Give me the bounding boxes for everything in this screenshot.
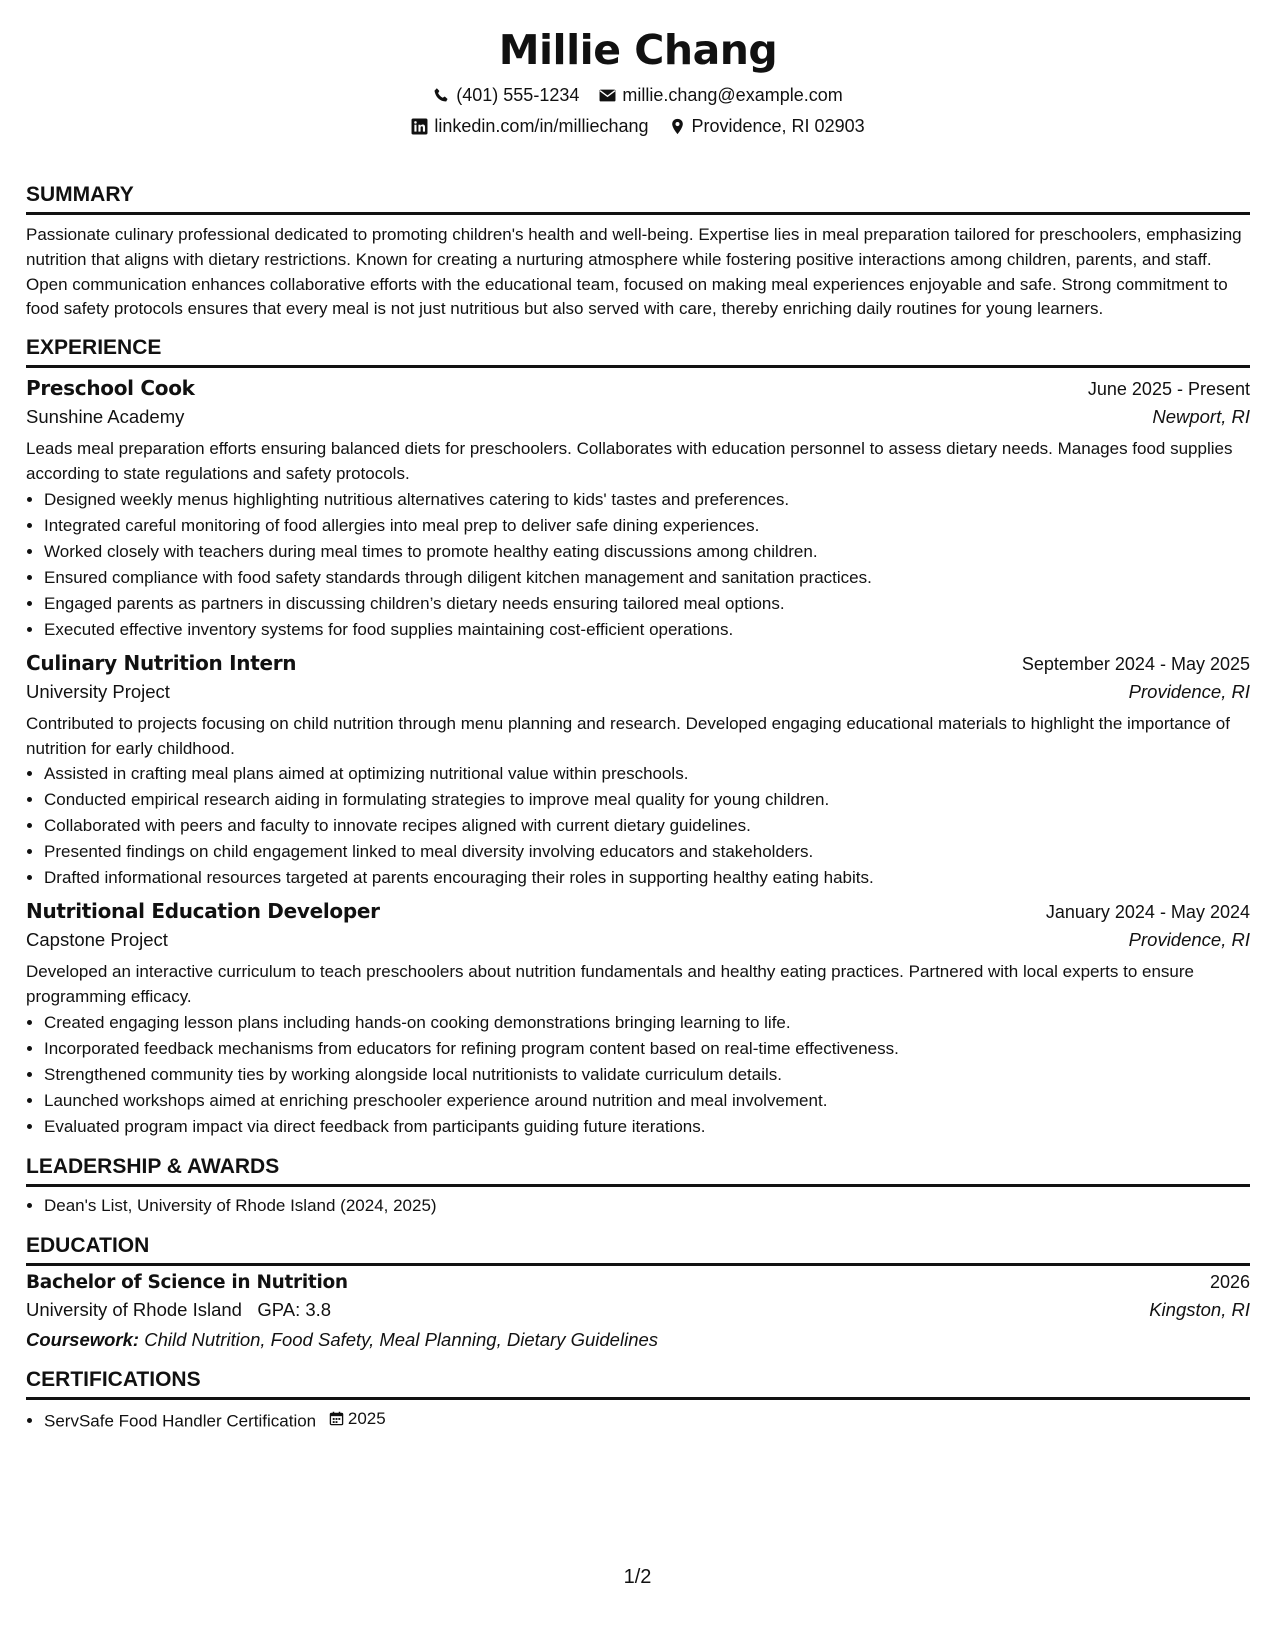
list-item [44,1406,1250,1435]
entry-subheader [26,929,1250,951]
job-bullets [26,761,1250,891]
certification-year: 2025 [347,1408,386,1428]
phone-contact[interactable] [433,84,579,106]
list-item: • Conducted empirical research aiding in formulating strategies to improve meal quality for young children. [44,787,1250,813]
job-organization: University Project [26,680,170,702]
page-number: 1/2 [623,1566,652,1588]
education-heading: EDUCATION [26,1233,1250,1266]
list-item: • Collaborated with peers and faculty to innovate recipes aligned with current dietary guidelines. [44,813,1250,839]
list-item: • Worked closely with teachers during meal times to promote healthy eating discussions among children. [44,539,1250,565]
certifications-list [26,1406,1250,1435]
entry-header [26,899,1250,923]
list-item: • Launched workshops aimed at enriching preschooler experience around nutrition and meal involvement. [44,1088,1250,1114]
certifications-heading: CERTIFICATIONS [26,1367,1250,1400]
school-name: University of Rhode Island [26,1298,242,1320]
list-item: • Integrated careful monitoring of food allergies into meal prep to deliver safe dining experiences. [44,513,1250,539]
list-item: • Created engaging lesson plans including hands-on cooking demonstrations bringing learning to life. [44,1010,1250,1036]
entry-subheader [26,1299,1250,1321]
resume-page [26,0,1250,1434]
location-contact [669,115,865,137]
certification-date [329,1406,386,1432]
degree-title: Bachelor of Science in Nutrition [26,1271,348,1293]
gpa: GPA: 3.8 [257,1298,332,1320]
list-item: • Executed effective inventory systems for food supplies maintaining cost-efficient operations. [44,617,1250,643]
location-text: Providence, RI 02903 [691,116,865,136]
entry-header [26,651,1250,675]
job-dates: September 2024 - May 2025 [1021,653,1250,674]
entry-header [26,376,1250,400]
contact-row-2 [26,115,1250,137]
list-item: • Dean's List, University of Rhode Island (2024, 2025) [44,1193,1250,1219]
list-item: • Ensured compliance with food safety standards through diligent kitchen management and sanitation practices. [44,565,1250,591]
leadership-list [26,1193,1250,1219]
calendar-icon [329,1411,344,1426]
job-location: Providence, RI [1128,929,1250,951]
list-item: • Drafted informational resources targeted at parents encouraging their roles in supporting healthy eating habits. [44,865,1250,891]
entry-header [26,1272,1250,1293]
job-description: Leads meal preparation efforts ensuring balanced diets for preschoolers. Collaborates with education personnel to assess dietary needs. Manages food supplies according to state regulations and safety protocols. [26,439,1233,483]
coursework-label: Coursework: [26,1328,140,1350]
job-organization: Sunshine Academy [26,406,185,428]
summary-heading: SUMMARY [26,182,1250,215]
coursework [26,1329,1250,1351]
coursework-list: Child Nutrition, Food Safety, Meal Planning, Dietary Guidelines [144,1328,659,1350]
map-pin-icon [669,118,686,135]
leadership-heading: LEADERSHIP & AWARDS [26,1154,1250,1187]
job-location: Providence, RI [1128,680,1250,702]
experience-entry-2 [26,651,1250,892]
school-info [26,1299,331,1321]
job-title: Culinary Nutrition Intern [26,650,297,675]
experience-entry-1 [26,376,1250,643]
linkedin-icon [411,118,428,135]
linkedin-url: linkedin.com/in/milliechang [434,116,649,136]
list-item: • Presented findings on child engagement linked to meal diversity involving educators and stakeholders. [44,839,1250,865]
contact-row-1 [26,84,1250,106]
job-description: Contributed to projects focusing on child nutrition through menu planning and research. Developed engaging educational materials to highlight the importance of nutrition for early childhood. [26,713,1230,758]
summary-text: Passionate culinary professional dedicated to promoting children's health and well-being. Expertise lies in meal preparation tailored for preschoolers, emphasizing nutrition that aligns with dietary restrictions. Known for creating a nurturing atmosphere while fostering positive interactions among children, parents, and staff. Open communication enhances collaborative efforts with the educational team, focused on making meal experiences enjoyable and safe. Strong commitment to food safety protocols ensures that every meal is not just nutritious but also served with care, thereby enriching daily routines for young learners. [26,225,1242,319]
job-organization: Capstone Project [26,929,168,951]
experience-entry-3 [26,899,1250,1140]
linkedin-contact[interactable] [411,115,648,137]
list-item: • Strengthened community ties by working alongside local nutritionists to validate curriculum details. [44,1062,1250,1088]
list-item: • Designed weekly menus highlighting nutritious alternatives catering to kids' tastes and preferences. [44,487,1250,513]
job-description: Developed an interactive curriculum to teach preschoolers about nutrition fundamentals and healthy eating practices. Partnered with local experts to ensure programming efficacy. [26,962,1194,1007]
entry-subheader [26,406,1250,428]
list-item: • Assisted in crafting meal plans aimed at optimizing nutritional value within preschools. [44,761,1250,787]
list-item: • Evaluated program impact via direct feedback from participants guiding future iterations. [44,1114,1250,1140]
job-bullets [26,1010,1250,1140]
phone-icon [433,87,450,104]
education-entry [26,1272,1250,1351]
job-location: Newport, RI [1152,406,1250,428]
graduation-year: 2026 [1209,1271,1250,1292]
envelope-icon [599,87,616,104]
entry-subheader [26,681,1250,703]
job-dates: June 2025 - Present [1087,379,1250,400]
school-location: Kingston, RI [1149,1298,1250,1320]
job-dates: January 2024 - May 2024 [1045,902,1250,923]
certification-name: ServSafe Food Handler Certification [44,1411,317,1431]
phone-number: (401) 555-1234 [456,85,580,105]
list-item: • Engaged parents as partners in discussing children’s dietary needs ensuring tailored meal options. [44,591,1250,617]
job-title: Preschool Cook [26,376,195,401]
job-bullets [26,487,1250,643]
candidate-name: Millie Chang [498,26,778,74]
experience-heading: EXPERIENCE [26,335,1250,368]
email-address: millie.chang@example.com [622,85,843,105]
list-item: • Incorporated feedback mechanisms from educators for refining program content based on real-time effectiveness. [44,1036,1250,1062]
job-title: Nutritional Education Developer [26,899,380,924]
email-contact[interactable] [599,84,842,106]
